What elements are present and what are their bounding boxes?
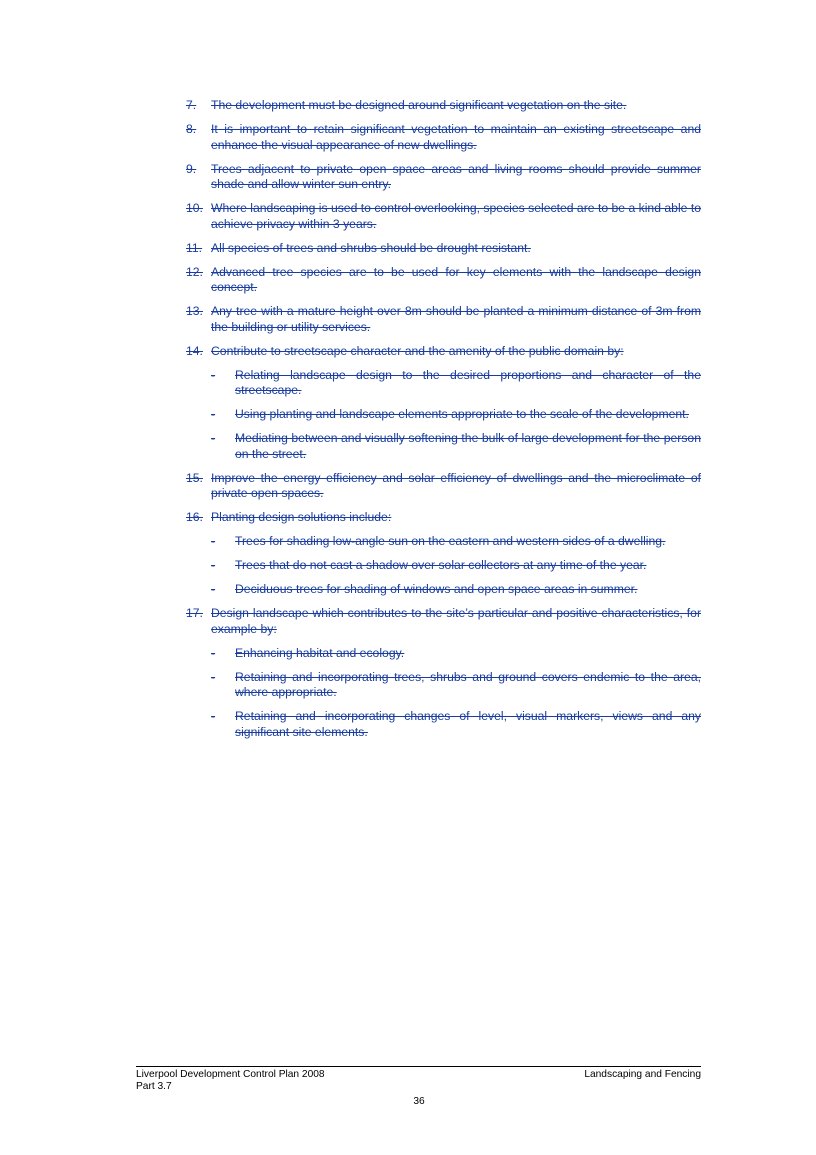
item-number: 7.	[186, 98, 197, 112]
sub-item-text: Using planting and landscape elements appropriate to the scale of the development.	[235, 407, 689, 421]
dash-bullet: -	[211, 558, 216, 572]
footer-document-title: Liverpool Development Control Plan 2008	[136, 1069, 325, 1080]
footer-left	[136, 1069, 325, 1093]
item-text: Advanced tree species are to be used for key elements with the landscape design concept.	[211, 264, 701, 294]
list-item	[186, 201, 701, 232]
dash-bullet: -	[211, 645, 216, 660]
sub-item	[211, 431, 701, 462]
item-number: 12.	[186, 264, 203, 279]
dash-bullet: -	[211, 534, 216, 548]
item-text: The development must be designed around significant vegetation on the site.	[211, 98, 627, 112]
list-item	[186, 510, 701, 526]
sub-item-text: Retaining and incorporating changes of level, visual markers, views and any significant site elements.	[235, 709, 701, 739]
item-number: 14.	[186, 343, 203, 358]
page-number: 36	[413, 1096, 425, 1107]
sublist-16	[211, 534, 701, 598]
dash-bullet: -	[211, 582, 216, 596]
sub-item	[211, 582, 701, 598]
sublist-17	[211, 646, 701, 741]
item-number: 8.	[186, 122, 197, 136]
dash-bullet: -	[211, 367, 216, 382]
sub-item-text: Retaining and incorporating trees, shrubs and ground covers endemic to the area, where appropriate.	[235, 669, 701, 699]
footer-divider	[136, 1066, 701, 1067]
item-text: Design landscape which contributes to the site’s particular and positive characteristics, for example by:	[211, 606, 701, 636]
item-number: 17.	[186, 606, 203, 620]
sub-item-text: Mediating between and visually softening the bulk of large development for the person on the street.	[235, 431, 701, 461]
item-text: Contribute to streetscape character and the amenity of the public domain by:	[211, 343, 624, 358]
sub-item	[211, 368, 701, 399]
dash-bullet: -	[211, 709, 216, 723]
list-item	[186, 241, 701, 257]
sub-item	[211, 407, 701, 423]
sub-item	[211, 558, 701, 574]
list-item	[186, 265, 701, 296]
list-item	[186, 471, 701, 502]
item-text: Improve the energy efficiency and solar efficiency of dwellings and the microclimate of private open spaces.	[211, 470, 701, 500]
item-text: Where landscaping is used to control overlooking, species selected are to be a kind able to achieve privacy within 3 years.	[211, 201, 701, 231]
footer-section-title: Landscaping and Fencing	[584, 1069, 701, 1080]
list-item	[186, 98, 701, 114]
struck-list	[186, 98, 701, 749]
item-text: Any tree with a mature height over 8m should be planted a minimum distance of 3m from the building or utility services.	[211, 304, 701, 334]
sub-item	[211, 646, 701, 662]
sub-item-text: Relating landscape design to the desired proportions and character of the streetscape.	[235, 367, 701, 397]
item-number: 11.	[186, 240, 203, 255]
dash-bullet: -	[211, 407, 216, 421]
dash-bullet: -	[211, 669, 216, 684]
dash-bullet: -	[211, 431, 216, 445]
item-number: 16.	[186, 510, 203, 524]
list-item	[186, 162, 701, 193]
list-item	[186, 344, 701, 360]
item-text: Trees adjacent to private open space areas and living rooms should provide summer shade and allow winter sun entry.	[211, 161, 701, 191]
sub-item	[211, 670, 701, 701]
sub-item-text: Trees that do not cast a shadow over solar collectors at any time of the year.	[235, 558, 647, 572]
sub-item-text: Deciduous trees for shading of windows and open space areas in summer.	[235, 582, 638, 596]
sub-item	[211, 534, 701, 550]
item-text: Planting design solutions include:	[211, 510, 392, 524]
list-item	[186, 122, 701, 153]
item-number: 9.	[186, 161, 197, 176]
item-text: It is important to retain significant vegetation to maintain an existing streetscape and enhance the visual appearance of new dwellings.	[211, 122, 701, 152]
item-number: 10.	[186, 201, 203, 215]
sub-item-text: Trees for shading low-angle sun on the eastern and western sides of a dwelling.	[235, 534, 666, 548]
sublist-14	[211, 368, 701, 463]
item-number: 13.	[186, 304, 203, 318]
list-item	[186, 606, 701, 637]
footer-part-label: Part 3.7	[136, 1081, 172, 1092]
item-text: All species of trees and shrubs should be drought resistant.	[211, 240, 531, 255]
sub-item	[211, 709, 701, 740]
sub-item-text: Enhancing habitat and ecology.	[235, 645, 405, 660]
list-item	[186, 304, 701, 335]
item-number: 15.	[186, 470, 203, 485]
